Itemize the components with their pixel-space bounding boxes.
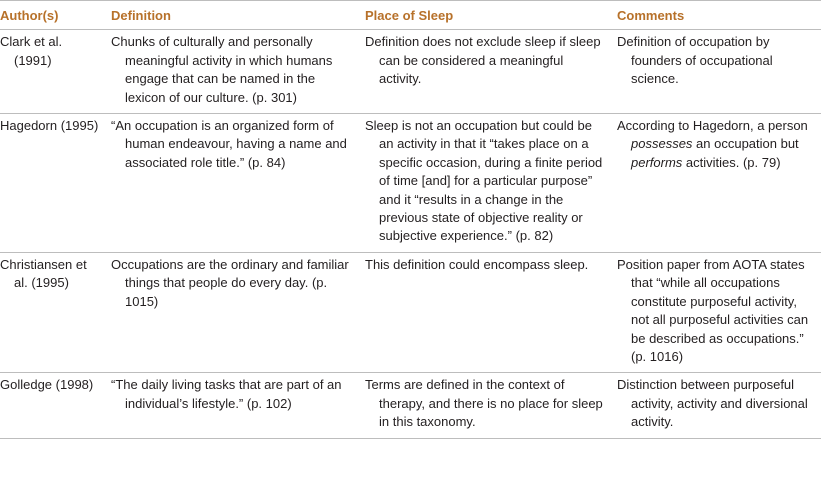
header-row <box>0 1 821 30</box>
author-text: Hagedorn (1995) <box>0 118 99 134</box>
comments-cell <box>613 252 821 372</box>
author-cell <box>0 114 107 253</box>
place-of-sleep-cell <box>361 30 613 114</box>
comments-text: Definition of occupation by founders of occupational science. <box>617 34 773 87</box>
table-row <box>0 252 821 372</box>
comments-emphasis-possesses: possesses <box>631 136 693 152</box>
header-authors: Author(s) <box>0 1 107 30</box>
header-comments: Comments <box>613 1 821 30</box>
comments-text: Position paper from AOTA states that “while all occupations constitute purposeful activity, not all purposeful activities can be described as occupations.” (p. 1016) <box>617 256 809 364</box>
definition-cell <box>107 114 361 253</box>
table-row <box>0 114 821 253</box>
place-of-sleep-text: This definition could encompass sleep. <box>365 256 589 272</box>
author-text: Christiansen et al. (1995) <box>0 256 87 291</box>
definition-text: “An occupation is an organized form of human endeavour, having a name and associated role title.” (p. 84) <box>111 118 347 170</box>
table-row <box>0 373 821 438</box>
definition-text: Chunks of culturally and personally meaningful activity in which humans engage that can be named in the lexicon of our culture. (p. 301) <box>111 34 333 105</box>
comments-emphasis-performs: performs <box>631 154 683 170</box>
definition-cell <box>107 373 361 438</box>
definition-text: “The daily living tasks that are part of an individual’s lifestyle.” (p. 102) <box>111 377 342 411</box>
comments-cell <box>613 373 821 438</box>
comments-text-post: activities. (p. 79) <box>682 154 781 170</box>
place-of-sleep-text: Terms are defined in the context of therapy, and there is no place for sleep in this taxonomy. <box>365 377 603 430</box>
author-cell <box>0 30 107 114</box>
table-row <box>0 30 821 114</box>
comments-text-pre: According to Hagedorn, a person <box>617 118 808 134</box>
definition-cell <box>107 252 361 372</box>
definition-text: Occupations are the ordinary and familiar things that people do every day. (p. 1015) <box>111 256 349 309</box>
header-place-of-sleep: Place of Sleep <box>361 1 613 30</box>
place-of-sleep-cell <box>361 252 613 372</box>
place-of-sleep-cell <box>361 373 613 438</box>
author-text: Golledge (1998) <box>0 377 94 393</box>
author-text: Clark et al. (1991) <box>0 34 63 68</box>
comments-text: Distinction between purposeful activity, activity and diversional activity. <box>617 377 808 430</box>
place-of-sleep-text: Sleep is not an occupation but could be an activity in that it “takes place on a specific occasion, during a finite period of time [and] for a particular purpose” and it “results in a change in the previous state of objective reality or subjective experience.” (p. 82) <box>365 118 603 244</box>
author-cell <box>0 373 107 438</box>
author-cell <box>0 252 107 372</box>
comments-text-mid: an occupation but <box>692 136 799 152</box>
place-of-sleep-text: Definition does not exclude sleep if sleep can be considered a meaningful activity. <box>365 34 601 87</box>
place-of-sleep-cell <box>361 114 613 253</box>
comments-text <box>617 117 817 172</box>
comments-cell <box>613 30 821 114</box>
comments-cell <box>613 114 821 253</box>
definition-cell <box>107 30 361 114</box>
header-definition: Definition <box>107 1 361 30</box>
